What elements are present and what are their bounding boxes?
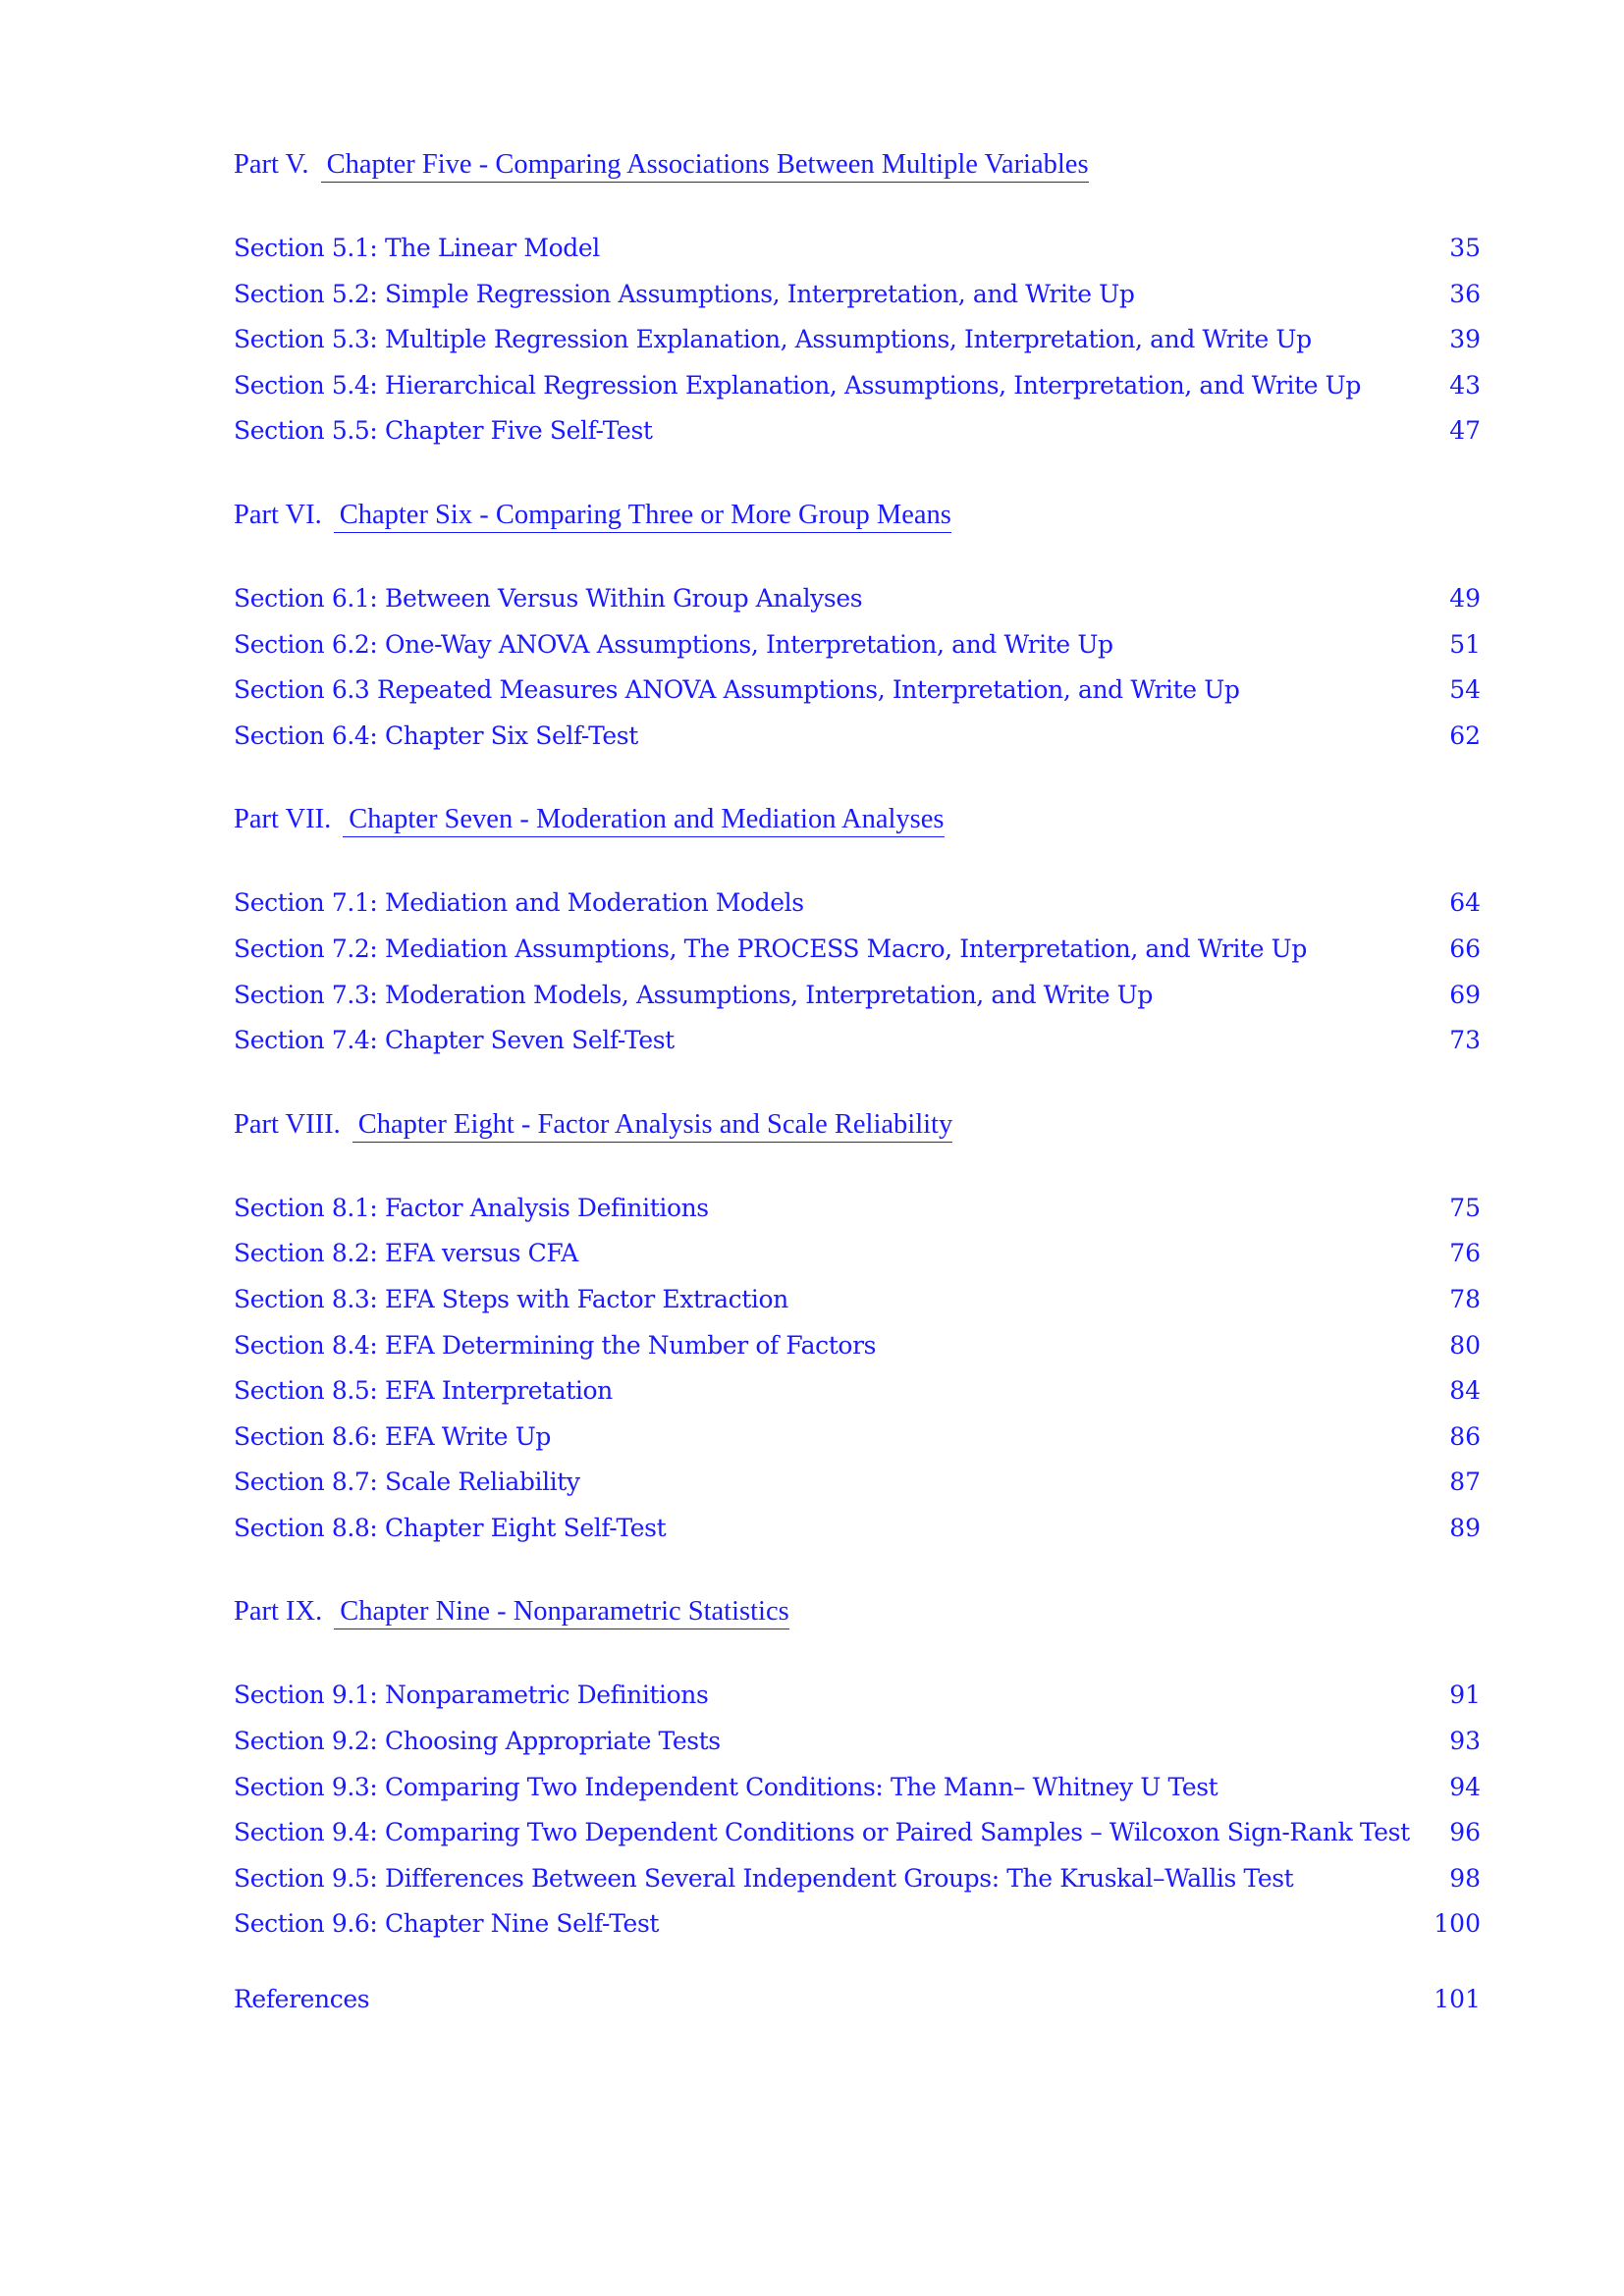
toc-entry-9-4[interactable]: [234, 1810, 1481, 1856]
toc-entry-page: 93: [1449, 1727, 1481, 1756]
part-heading-v: [234, 147, 1481, 183]
toc-entry-title: Section 5.4: Hierarchical Regression Explanation, Assumptions, Interpretation, and Write Up: [234, 370, 1361, 400]
part-number: Part IX.: [234, 1596, 323, 1628]
toc-entry-page: 51: [1449, 629, 1481, 659]
part-heading-vi: [234, 498, 1481, 533]
toc-entry-page: 39: [1449, 325, 1481, 354]
toc-entry-title: Section 7.3: Moderation Models, Assumptions, Interpretation, and Write Up: [234, 980, 1153, 1009]
toc-entry-title: Section 9.2: Choosing Appropriate Tests: [234, 1727, 721, 1756]
toc-entry-title: Section 6.3 Repeated Measures ANOVA Assumptions, Interpretation, and Write Up: [234, 675, 1240, 705]
part-number: Part V.: [234, 149, 309, 180]
toc-entry-title: Section 7.2: Mediation Assumptions, The PROCESS Macro, Interpretation, and Write Up: [234, 934, 1307, 963]
toc-entry-title: Section 8.2: EFA versus CFA: [234, 1239, 578, 1268]
toc-entry-page: 62: [1449, 721, 1481, 750]
toc-entry-page: 87: [1449, 1468, 1481, 1497]
toc-entry-references[interactable]: [234, 1977, 1481, 2023]
toc-entry-title: Section 8.8: Chapter Eight Self-Test: [234, 1513, 667, 1542]
toc-entry-5-1[interactable]: [234, 226, 1481, 272]
toc-entry-7-4[interactable]: [234, 1018, 1481, 1064]
chapter-nine-link[interactable]: Chapter Nine - Nonparametric Statistics: [334, 1596, 788, 1629]
part-heading-viii: [234, 1107, 1481, 1143]
toc-entry-page: 47: [1449, 416, 1481, 446]
toc-entry-9-6[interactable]: [234, 1901, 1481, 1948]
part-v-sections: [234, 226, 1481, 454]
toc-entry-title: Section 5.1: The Linear Model: [234, 234, 600, 262]
toc-entry-title: Section 8.1: Factor Analysis Definitions: [234, 1193, 709, 1222]
toc-entry-8-2[interactable]: [234, 1231, 1481, 1277]
toc-entry-page: 64: [1449, 888, 1481, 918]
toc-entry-page: 36: [1449, 279, 1481, 308]
toc-entry-title: Section 5.5: Chapter Five Self-Test: [234, 416, 653, 446]
toc-entry-title: Section 9.6: Chapter Nine Self-Test: [234, 1909, 660, 1939]
chapter-five-link[interactable]: Chapter Five - Comparing Associations Between Multiple Variables: [321, 149, 1089, 183]
toc-entry-page: 69: [1449, 980, 1481, 1009]
toc-entry-7-2[interactable]: [234, 927, 1481, 973]
chapter-eight-link[interactable]: Chapter Eight - Factor Analysis and Scale Reliability: [352, 1109, 953, 1143]
toc-entry-page: 91: [1449, 1681, 1481, 1710]
toc-entry-page: 86: [1449, 1421, 1481, 1451]
toc-entry-title: Section 5.2: Simple Regression Assumptions, Interpretation, and Write Up: [234, 279, 1135, 308]
part-viii-sections: [234, 1186, 1481, 1552]
toc-entry-8-3[interactable]: [234, 1277, 1481, 1323]
toc-entry-6-2[interactable]: [234, 622, 1481, 668]
part-number: Part VIII.: [234, 1108, 341, 1140]
toc-entry-7-1[interactable]: [234, 881, 1481, 927]
toc-entry-page: 100: [1434, 1909, 1481, 1939]
toc-entry-9-1[interactable]: [234, 1673, 1481, 1719]
toc-entry-9-3[interactable]: [234, 1765, 1481, 1811]
toc-entry-title: Section 7.1: Mediation and Moderation Models: [234, 888, 804, 918]
toc-entry-page: 98: [1449, 1863, 1481, 1893]
part-number: Part VI.: [234, 499, 322, 530]
toc-entry-page: 35: [1449, 234, 1481, 262]
toc-entry-title: Section 6.1: Between Versus Within Group Analyses: [234, 583, 863, 613]
toc-entry-page: 89: [1449, 1513, 1481, 1542]
toc-entry-9-2[interactable]: [234, 1719, 1481, 1765]
table-of-contents: [234, 147, 1481, 2023]
toc-entry-6-1[interactable]: [234, 576, 1481, 622]
toc-entry-page: 73: [1449, 1026, 1481, 1055]
toc-entry-6-3[interactable]: [234, 667, 1481, 714]
toc-entry-title: Section 8.6: EFA Write Up: [234, 1421, 551, 1451]
toc-entry-8-7[interactable]: [234, 1460, 1481, 1506]
toc-entry-title: Section 6.4: Chapter Six Self-Test: [234, 721, 638, 750]
toc-entry-page: 78: [1449, 1284, 1481, 1313]
toc-entry-title: Section 9.5: Differences Between Several Independent Groups: The Kruskal–Wallis Test: [234, 1863, 1294, 1893]
chapter-six-link[interactable]: Chapter Six - Comparing Three or More Group Means: [334, 500, 951, 533]
chapter-seven-link[interactable]: Chapter Seven - Moderation and Mediation Analyses: [343, 804, 944, 837]
toc-entry-page: 76: [1449, 1239, 1481, 1268]
toc-entry-5-3[interactable]: [234, 317, 1481, 363]
toc-entry-title: Section 8.7: Scale Reliability: [234, 1468, 580, 1497]
toc-entry-9-5[interactable]: [234, 1856, 1481, 1902]
toc-entry-page: 54: [1449, 675, 1481, 705]
part-number: Part VII.: [234, 804, 332, 835]
toc-entry-page: 84: [1449, 1376, 1481, 1406]
toc-entry-page: 75: [1449, 1193, 1481, 1222]
toc-entry-8-4[interactable]: [234, 1323, 1481, 1369]
toc-entry-page: 49: [1449, 583, 1481, 613]
toc-entry-5-5[interactable]: [234, 408, 1481, 454]
toc-entry-5-2[interactable]: [234, 272, 1481, 318]
toc-entry-page: 80: [1449, 1330, 1481, 1360]
toc-entry-title: Section 9.3: Comparing Two Independent Conditions: The Mann– Whitney U Test: [234, 1772, 1218, 1801]
toc-entry-page: 94: [1449, 1772, 1481, 1801]
toc-entry-8-8[interactable]: [234, 1506, 1481, 1552]
toc-entry-page: 66: [1449, 934, 1481, 963]
part-vii-sections: [234, 881, 1481, 1063]
toc-entry-title: Section 7.4: Chapter Seven Self-Test: [234, 1026, 675, 1055]
toc-entry-title: Section 8.4: EFA Determining the Number of Factors: [234, 1330, 877, 1360]
toc-entry-6-4[interactable]: [234, 714, 1481, 760]
toc-entry-7-3[interactable]: [234, 973, 1481, 1019]
part-vi-sections: [234, 576, 1481, 759]
part-heading-vii: [234, 802, 1481, 837]
toc-entry-page: 96: [1449, 1818, 1481, 1847]
toc-entry-title: Section 9.1: Nonparametric Definitions: [234, 1681, 709, 1710]
part-ix-sections: [234, 1673, 1481, 1948]
toc-entry-title: References: [234, 1985, 370, 2014]
toc-entry-title: Section 5.3: Multiple Regression Explanation, Assumptions, Interpretation, and Write Up: [234, 325, 1312, 354]
toc-entry-page: 43: [1449, 370, 1481, 400]
toc-entry-title: Section 6.2: One-Way ANOVA Assumptions, Interpretation, and Write Up: [234, 629, 1113, 659]
part-heading-ix: [234, 1594, 1481, 1629]
toc-entry-8-5[interactable]: [234, 1368, 1481, 1415]
toc-entry-5-4[interactable]: [234, 363, 1481, 409]
toc-entry-title: Section 8.3: EFA Steps with Factor Extraction: [234, 1284, 788, 1313]
toc-entry-8-6[interactable]: [234, 1415, 1481, 1461]
toc-entry-title: Section 9.4: Comparing Two Dependent Conditions or Paired Samples – Wilcoxon Sign-Rank Test: [234, 1818, 1410, 1847]
toc-entry-title: Section 8.5: EFA Interpretation: [234, 1376, 613, 1406]
toc-entry-page: 101: [1434, 1985, 1481, 2014]
toc-entry-8-1[interactable]: [234, 1186, 1481, 1232]
